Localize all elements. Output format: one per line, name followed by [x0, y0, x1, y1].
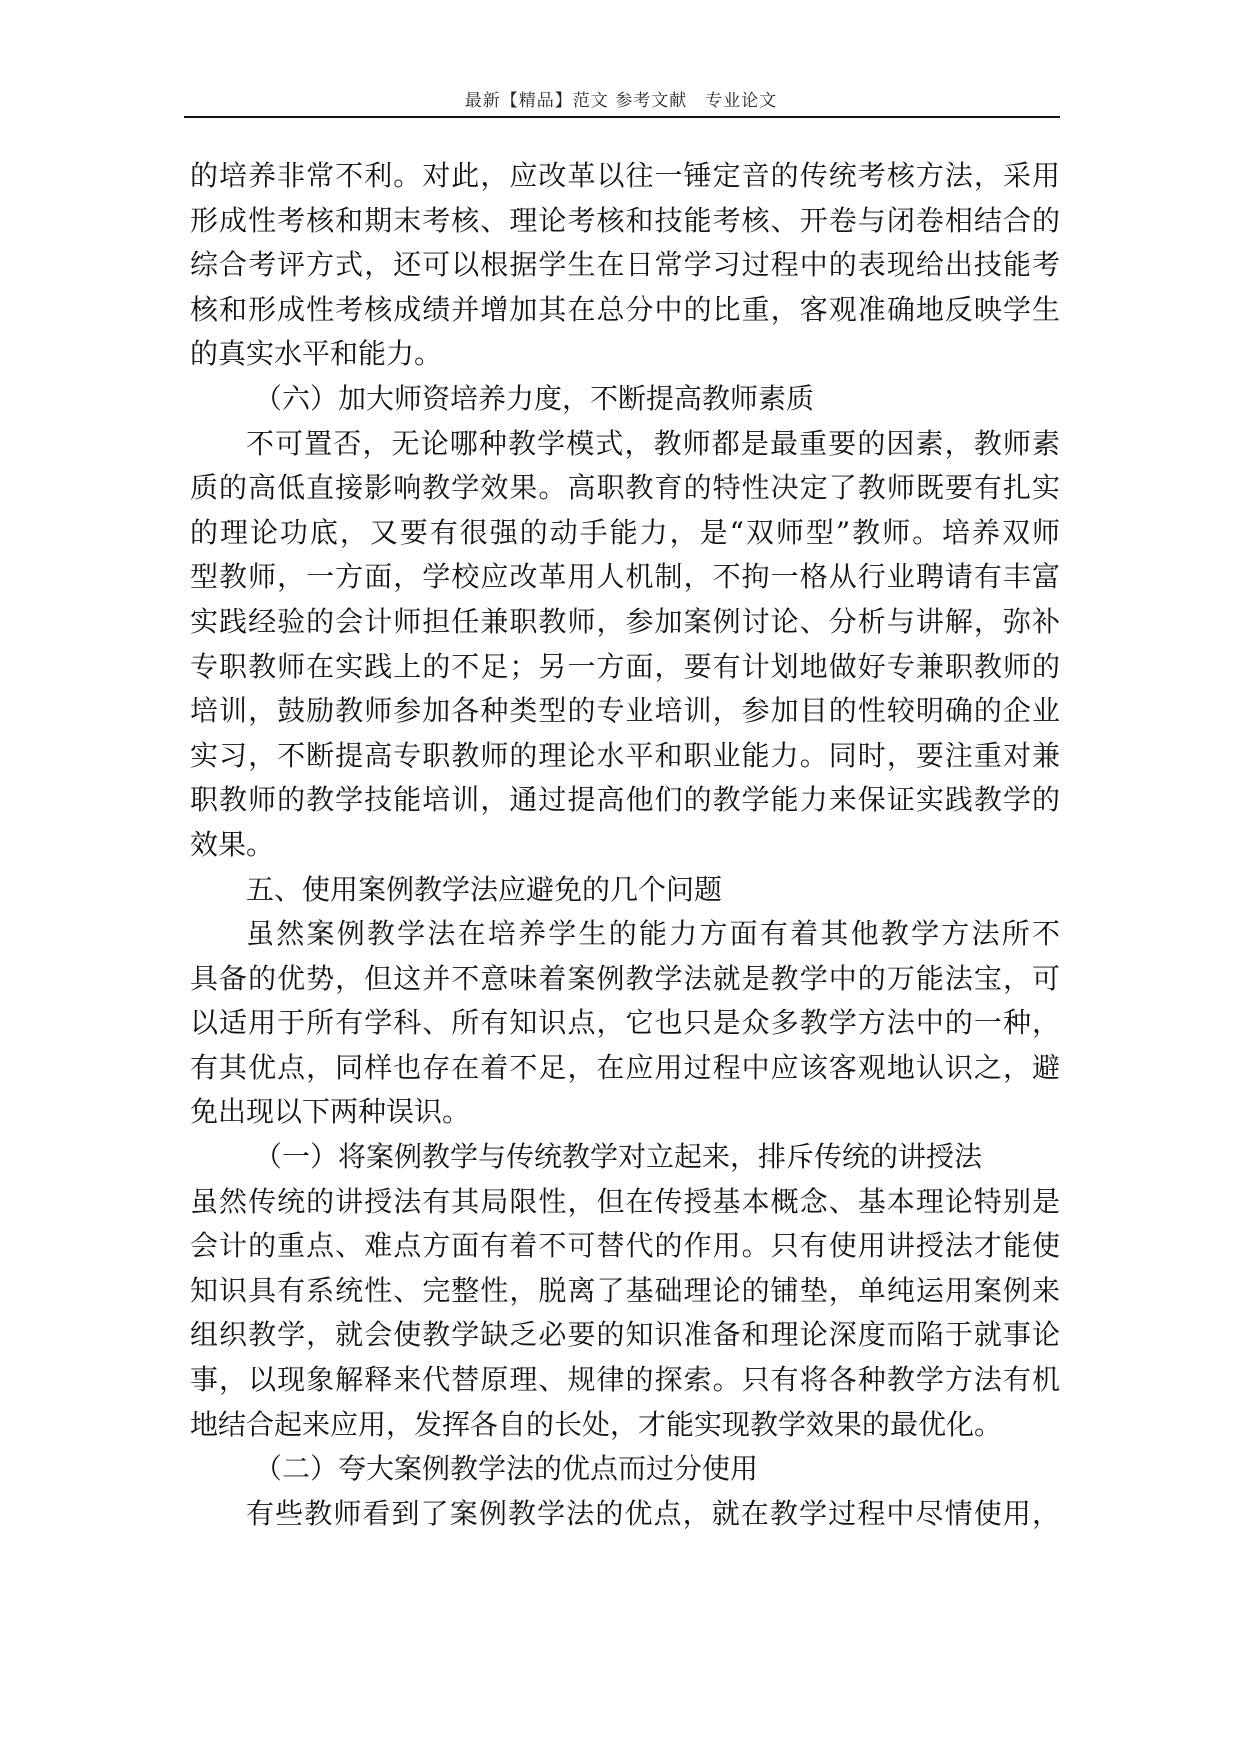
paragraph-line: 有其优点，同样也存在着不足，在应用过程中应该客观地认识之，避	[190, 1050, 1060, 1084]
paragraph-line: 具备的优势，但这并不意味着案例教学法就是教学中的万能法宝，可	[190, 961, 1060, 995]
paragraph-line: 有些教师看到了案例教学法的优点，就在教学过程中尽情使用，	[246, 1496, 1060, 1530]
paragraph-line: 以适用于所有学科、所有知识点，它也只是众多教学方法中的一种，	[190, 1006, 1060, 1040]
paragraph-line: 会计的重点、难点方面有着不可替代的作用。只有使用讲授法才能使	[190, 1229, 1060, 1263]
paragraph-line: 虽然传统的讲授法有其局限性，但在传授基本概念、基本理论特别是	[190, 1184, 1060, 1218]
paragraph-line: 形成性考核和期末考核、理论考核和技能考核、开卷与闭卷相结合的	[190, 203, 1060, 237]
paragraph-line: 实习，不断提高专职教师的理论水平和职业能力。同时，要注重对兼	[190, 738, 1060, 772]
paragraph-line: 的真实水平和能力。	[190, 337, 443, 371]
paragraph-line: 事，以现象解释来代替原理、规律的探索。只有将各种教学方法有机	[190, 1363, 1060, 1397]
paragraph-line: 培训，鼓励教师参加各种类型的专业培训，参加目的性较明确的企业	[190, 694, 1060, 728]
document-body	[190, 154, 1060, 1536]
section-heading: （六）加大师资培养力度，不断提高教师素质	[254, 381, 815, 415]
paragraph-line: 职教师的教学技能培训，通过提高他们的教学能力来保证实践教学的	[190, 783, 1060, 817]
paragraph-line: 组织教学，就会使教学缺乏必要的知识准备和理论深度而陷于就事论	[190, 1318, 1060, 1352]
paragraph-line: 质的高低直接影响教学效果。高职教育的特性决定了教师既要有扎实	[190, 471, 1060, 505]
paragraph-line: 地结合起来应用，发挥各自的长处，才能实现教学效果的最优化。	[190, 1407, 1003, 1441]
paragraph-line: 的培养非常不利。对此，应改革以往一锤定音的传统考核方法，采用	[190, 159, 1060, 192]
section-heading: （一）将案例教学与传统教学对立起来，排斥传统的讲授法	[254, 1140, 983, 1174]
page-header: 最新【精品】范文 参考文献 专业论文	[464, 91, 778, 111]
paragraph-line: 不可置否，无论哪种教学模式，教师都是最重要的因素，教师素	[246, 426, 1060, 460]
paragraph-line: 实践经验的会计师担任兼职教师，参加案例讨论、分析与讲解，弥补	[190, 604, 1060, 638]
paragraph-line: 型教师，一方面，学校应改革用人机制，不拘一格从行业聘请有丰富	[190, 560, 1060, 594]
paragraph-line: 效果。	[190, 827, 275, 861]
paragraph-line: 综合考评方式，还可以根据学生在日常学习过程中的表现给出技能考	[190, 248, 1060, 282]
section-heading: 五、使用案例教学法应避免的几个问题	[246, 872, 723, 906]
section-heading: （二）夸大案例教学法的优点而过分使用	[254, 1452, 759, 1486]
paragraph-line: 虽然案例教学法在培养学生的能力方面有着其他教学方法所不	[246, 917, 1060, 951]
paragraph-line: 的理论功底，又要有很强的动手能力，是“双师型”教师。培养双师	[190, 515, 1060, 549]
header-divider	[184, 116, 1060, 118]
paragraph-line: 免出现以下两种误识。	[190, 1095, 471, 1129]
paragraph-line: 核和形成性考核成绩并增加其在总分中的比重，客观准确地反映学生	[190, 292, 1060, 326]
paragraph-line: 知识具有系统性、完整性，脱离了基础理论的铺垫，单纯运用案例来	[190, 1273, 1060, 1307]
paragraph-line: 专职教师在实践上的不足；另一方面，要有计划地做好专兼职教师的	[190, 649, 1060, 683]
